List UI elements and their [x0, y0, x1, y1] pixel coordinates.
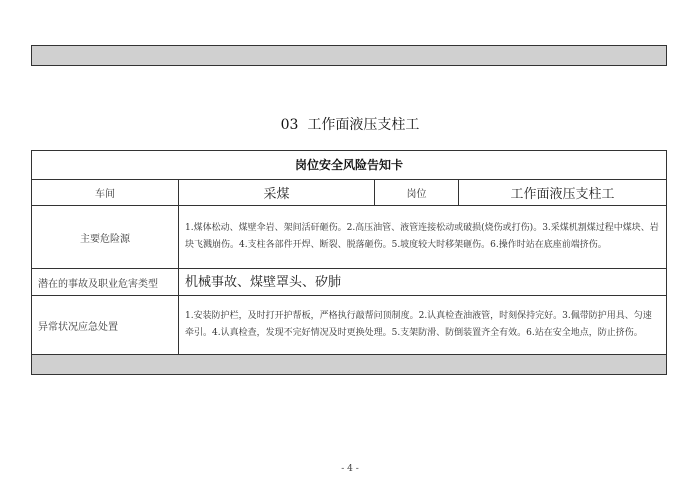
accident-text: 机械事故、煤壁罩头、矽肺 [185, 274, 342, 290]
card-footer-bar [32, 355, 666, 374]
emergency-row [32, 296, 666, 355]
section-heading [0, 114, 700, 134]
accident-row [32, 269, 666, 296]
hazard-text: 1.煤体松动、煤壁伞岩、架间活矸砸伤。2.高压油管、液管连接松动或破损(烧伤或打伤)。3.采煤机割煤过程中煤块、岩块飞溅崩伤。4.支柱各部件开焊、断裂、脱落砸伤。5.坡度较大时移架砸伤。6.操作时站在底座前端挤伤。 [185, 223, 659, 250]
position-value: 工作面液压支柱工 [510, 187, 615, 202]
section-title: 工作面液压支柱工 [307, 117, 420, 133]
page-number: - 4 - [341, 464, 359, 474]
emergency-text: 1.安装防护栏，及时打开护帮板，严格执行敲帮问顶制度。2.认真检查油液管，时刻保持完好。3.佩带防护用具、匀速牵引。4.认真检查，发现不完好情况及时更换处理。5.支架防滑、防倒装置齐全有效。6.站在安全地点，防止挤伤。 [185, 311, 652, 338]
section-number: 03 [280, 117, 299, 133]
dept-value: 采煤 [179, 180, 375, 205]
dept-label: 车间 [32, 180, 179, 205]
hazard-label: 主要危险源 [32, 206, 179, 268]
previous-table-bottom-bar [31, 45, 667, 66]
accident-label: 潜在的事故及职业危害类型 [32, 269, 179, 295]
dept-row [32, 180, 666, 206]
card-title: 岗位安全风险告知卡 [32, 151, 666, 180]
position-label: 岗位 [375, 180, 459, 205]
risk-notice-card [31, 150, 667, 375]
emergency-label: 异常状况应急处置 [32, 296, 179, 354]
hazard-row [32, 206, 666, 269]
